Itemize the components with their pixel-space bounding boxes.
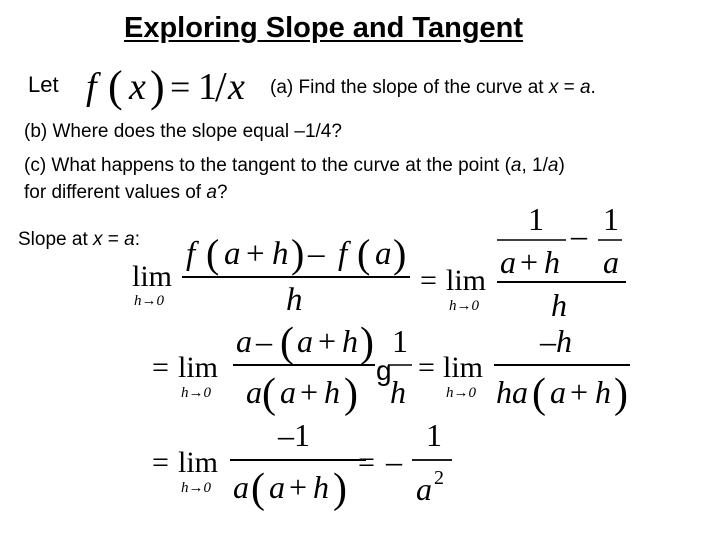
paren-close: ) [291,231,305,276]
a-symbol: a [233,469,249,505]
a-symbol: a [500,244,516,280]
a-symbol: a [269,469,285,505]
let-label: Let [28,72,59,97]
paren-close: ) [393,231,407,276]
exponent-two: 2 [434,467,444,489]
minus-sign: – [256,323,272,359]
a-symbol: a [297,323,313,359]
plus-sign: + [246,236,265,272]
row-2-right [418,323,630,417]
equals-sign: = [420,264,437,297]
paren-open: ( [262,371,276,417]
paren-close: ) [344,371,358,417]
h-symbol: h [390,374,406,410]
h-symbol: h [313,469,329,505]
numerator-one: 1 [392,323,408,359]
plus-sign: + [289,469,308,505]
limit-subscript: h→0 [181,480,211,496]
minus-sign: – [308,236,325,272]
lim-label: lim [446,264,487,297]
question-c-line2: for different values of a? [24,182,228,203]
f-symbol: f [86,66,97,108]
row-1-left [132,231,410,318]
lim-label: lim [178,446,219,479]
negative-one: –1 [278,417,310,453]
multiplication-glyph: g [376,355,392,386]
h-symbol: h [544,244,560,280]
lim-label: lim [132,260,173,293]
a-symbol: a [236,323,252,359]
f-symbol: f [186,236,196,272]
paren-open: ( [532,371,546,417]
h-symbol: h [551,287,567,323]
equals-sign: = [170,67,191,107]
paren-close: ) [150,62,165,111]
a-symbol: a [224,236,241,272]
paren-open: ( [357,231,371,276]
limit-subscript: h→0 [134,293,164,309]
row-2-left [152,320,412,417]
limit-subscript: h→0 [446,385,476,401]
numerator-one: 1 [528,201,544,237]
a-symbol: a [246,374,262,410]
h-symbol: h [342,323,358,359]
question-a: (a) Find the slope of the curve at x = a. [270,77,596,98]
limit-subscript: h→0 [181,385,211,401]
negative-h: –h [540,323,572,359]
a-symbol: a [280,374,296,410]
h-symbol: h [286,282,303,318]
h-symbol: h [324,374,340,410]
plus-sign: + [520,244,539,280]
a-symbol: a [603,244,619,280]
lim-label: lim [178,351,219,384]
a-symbol: a [416,471,432,507]
x-symbol: x [129,66,146,108]
paren-close: ) [333,466,347,512]
paren-open: ( [206,231,220,276]
slope-label: Slope at x = a: [18,229,141,250]
equals-sign: = [152,446,169,479]
question-c-line1: (c) What happens to the tangent to the curve at the point (a, 1/a) [24,155,565,176]
equals-sign: = [418,351,435,384]
lim-label: lim [443,351,484,384]
equals-sign: = [152,351,169,384]
paren-close: ) [360,320,374,366]
question-b: (b) Where does the slope equal –1/4? [24,121,342,142]
row-1-right [420,201,626,323]
paren-open: ( [280,320,294,366]
limit-subscript: h→0 [449,298,479,314]
numerator-one: 1 [426,417,442,453]
function-definition [86,62,245,111]
plus-sign: + [300,374,319,410]
paren-open: ( [251,466,265,512]
plus-sign: + [570,374,589,410]
numerator-one: 1 [198,66,217,108]
paren-open: ( [108,62,123,111]
h-symbol: h [272,236,289,272]
row-3 [152,417,452,512]
paren-close: ) [614,371,628,417]
f-symbol: f [338,236,348,272]
a-symbol: a [550,374,566,410]
page-title: Exploring Slope and Tangent [124,12,524,44]
plus-sign: + [318,323,337,359]
h-symbol: h [595,374,611,410]
a-symbol: a [375,236,392,272]
equals-sign: = [358,446,375,479]
numerator-one: 1 [603,201,619,237]
denominator-x: x [228,66,245,108]
minus-sign: – [571,217,587,253]
ha-term: ha [496,374,528,410]
minus-sign: – [386,443,402,479]
slash: / [215,65,227,111]
